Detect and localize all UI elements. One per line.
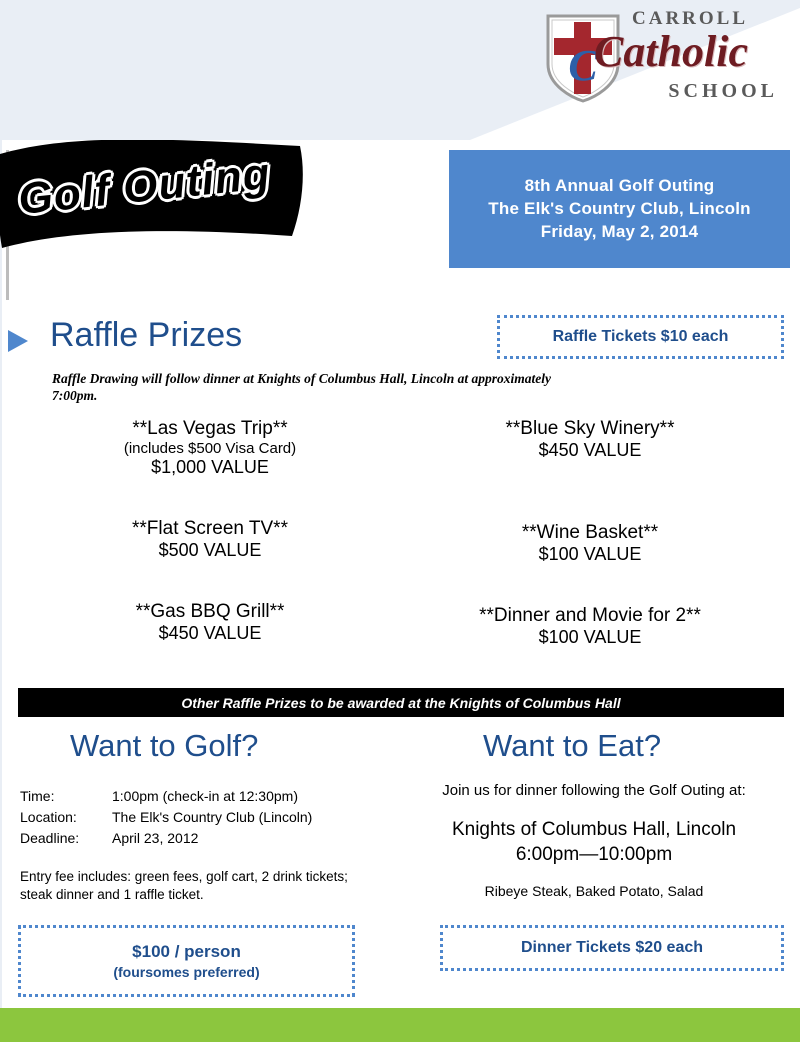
prize-column-left bbox=[20, 418, 400, 670]
event-header-box bbox=[449, 150, 790, 268]
golf-detail-label: Deadline: bbox=[20, 830, 80, 846]
svg-text:C: C bbox=[568, 41, 598, 90]
dinner-tickets-badge bbox=[440, 925, 784, 971]
prize-item bbox=[20, 418, 400, 478]
prize-item bbox=[400, 605, 780, 648]
prize-item bbox=[20, 518, 400, 561]
prize-name: **Wine Basket** bbox=[521, 522, 659, 543]
prize-value: $1,000 VALUE bbox=[151, 457, 269, 477]
dinner-tickets-label: Dinner Tickets $20 each bbox=[520, 939, 704, 956]
prize-name: **Blue Sky Winery** bbox=[505, 418, 675, 439]
golf-detail-value: The Elk's Country Club (Lincoln) bbox=[112, 809, 313, 825]
golf-detail-value: 1:00pm (check-in at 12:30pm) bbox=[112, 788, 298, 804]
header-line-2: The Elk's Country Club, Lincoln bbox=[488, 199, 751, 218]
raffle-tickets-label: Raffle Tickets $10 each bbox=[552, 328, 729, 345]
logo-text-school: SCHOOL bbox=[668, 80, 778, 102]
golf-detail-row bbox=[20, 786, 390, 807]
dinner-time: 6:00pm—10:00pm bbox=[515, 844, 673, 865]
ribbon-label: Golf Outing bbox=[16, 148, 273, 225]
other-prizes-label: Other Raffle Prizes to be awarded at the Knights of Columbus Hall bbox=[181, 694, 621, 711]
eat-details bbox=[400, 782, 788, 899]
golf-detail-label: Time: bbox=[20, 788, 55, 804]
prize-sub: (includes $500 Visa Card) bbox=[123, 440, 297, 457]
other-prizes-bar bbox=[18, 688, 784, 717]
raffle-drawing-note: Raffle Drawing will follow dinner at Knights of Columbus Hall, Lincoln at approximately 7:00pm. bbox=[52, 371, 551, 403]
prize-item bbox=[20, 601, 400, 644]
price-per-person-badge bbox=[18, 925, 355, 997]
prize-value: $450 VALUE bbox=[158, 623, 262, 643]
logo-text-catholic: Catholic bbox=[594, 27, 749, 76]
golf-detail-value: April 23, 2012 bbox=[112, 830, 199, 846]
prize-name: **Dinner and Movie for 2** bbox=[479, 605, 701, 626]
golf-detail-row bbox=[20, 828, 390, 849]
prize-name: **Gas BBQ Grill** bbox=[135, 601, 285, 622]
prize-column-right bbox=[400, 418, 780, 674]
arrow-bullet-icon bbox=[8, 330, 28, 352]
golf-details bbox=[20, 786, 390, 849]
dinner-place: Knights of Columbus Hall, Lincoln bbox=[451, 819, 737, 840]
golf-fee-note: Entry fee includes: green fees, golf cart, 2 drink tickets; steak dinner and 1 raffle ticket. bbox=[20, 869, 348, 902]
prize-item bbox=[400, 418, 780, 461]
want-to-golf-title: Want to Golf? bbox=[70, 728, 259, 763]
header-line-3: Friday, May 2, 2014 bbox=[540, 222, 699, 241]
raffle-prizes-title: Raffle Prizes bbox=[50, 316, 243, 354]
prize-name: **Flat Screen TV** bbox=[132, 518, 288, 539]
golf-outing-ribbon bbox=[0, 140, 330, 260]
prize-value: $500 VALUE bbox=[158, 540, 262, 560]
prize-item bbox=[400, 522, 780, 565]
price-per-person-line2: (foursomes preferred) bbox=[113, 964, 260, 980]
prize-value: $450 VALUE bbox=[538, 440, 642, 460]
price-per-person-line1: $100 / person bbox=[132, 942, 241, 961]
prize-name: **Las Vegas Trip** bbox=[132, 418, 288, 439]
prize-value: $100 VALUE bbox=[538, 544, 642, 564]
raffle-tickets-badge bbox=[497, 315, 784, 359]
left-edge-rule bbox=[0, 140, 2, 1008]
logo-text-carroll: CARROLL bbox=[632, 8, 749, 29]
dinner-invite-text: Join us for dinner following the Golf Outing at: bbox=[442, 782, 746, 799]
school-logo bbox=[536, 4, 786, 112]
golf-detail-label: Location: bbox=[20, 809, 77, 825]
golf-detail-row bbox=[20, 807, 390, 828]
want-to-eat-title: Want to Eat? bbox=[483, 728, 662, 763]
header-line-1: 8th Annual Golf Outing bbox=[524, 176, 715, 195]
prize-value: $100 VALUE bbox=[538, 627, 642, 647]
dinner-menu: Ribeye Steak, Baked Potato, Salad bbox=[484, 883, 704, 899]
bottom-green-bar bbox=[0, 1008, 800, 1042]
